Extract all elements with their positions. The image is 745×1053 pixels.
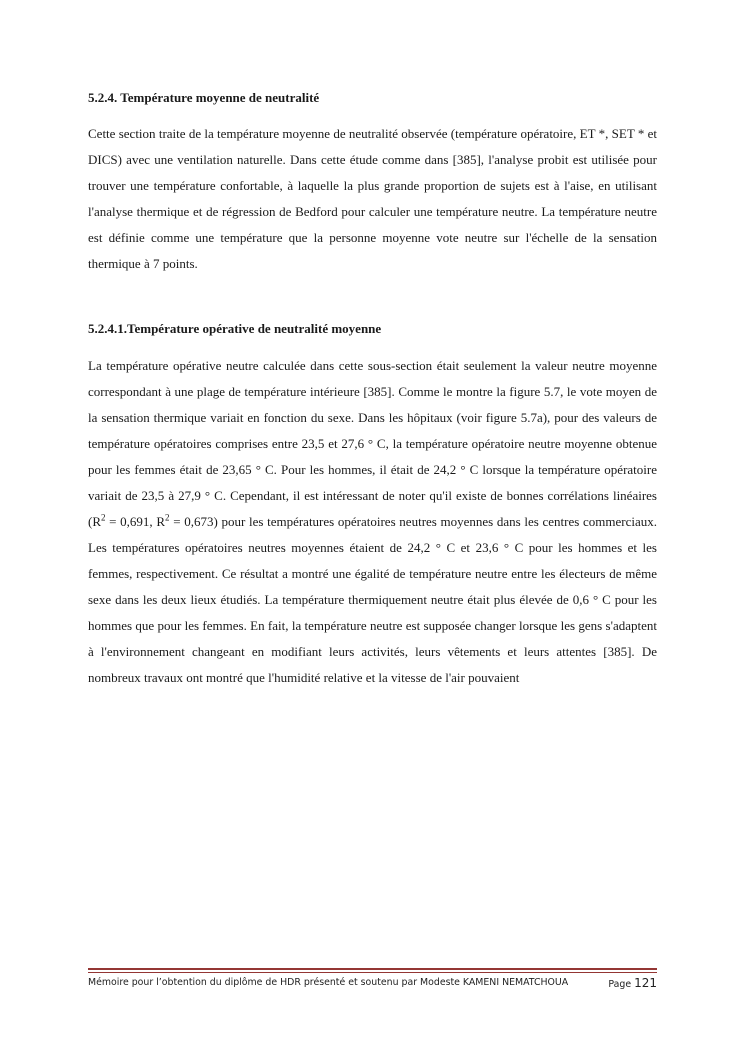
page-label: Page	[608, 979, 632, 990]
footer-rule-thin	[88, 972, 657, 973]
section-heading: 5.2.4. Température moyenne de neutralité	[88, 90, 320, 105]
page-indicator	[608, 976, 657, 990]
footer-rule-thick	[88, 968, 657, 970]
paragraph-text: = 0,673) pour les températures opératoires neutres moyennes dans les centres commerciaux. Les températures opératoires neutres moyennes étaient de 24,2 ° C et 23,6 ° C pour les hommes et les femmes, respectivement. Ce résultat a montré une égalité de température neutre entre les électeurs de même sexe dans les deux lieux étudiés. La température thermiquement neutre était plus élevée de 0,6 ° C pour les hommes que pour les femmes. En fait, la température neutre est supposée changer lorsque les gens s'adaptent à l'environnement changeant en modifiant leurs activités, leurs vêtements et leurs attentes [385]. De nombreux travaux ont montré que l'humidité relative et la vitesse de l'air pouvaient	[88, 514, 657, 685]
subsection-paragraph	[88, 353, 657, 691]
superscript: 2	[165, 512, 170, 523]
section-paragraph: Cette section traite de la température moyenne de neutralité observée (température opératoire, ET *, SET * et DICS) avec une ventilation naturelle. Dans cette étude comme dans [385], l'analyse probit est utilisée pour trouver une température confortable, à laquelle la plus grande proportion de sujets est à l'aise, en utilisant l'analyse thermique et de régression de Bedford pour calculer une température neutre. La température neutre est définie comme une température que la personne moyenne vote neutre sur l'échelle de la sensation thermique à 7 points.	[88, 126, 657, 271]
superscript: 2	[101, 512, 106, 523]
page-number: 121	[634, 976, 657, 990]
paragraph-text: La température opérative neutre calculée dans cette sous-section était seulement la valeur neutre moyenne correspondant à une plage de température intérieure [385]. Comme le montre la figure 5.7, le vote moyen de la sensation thermique variait en fonction du sexe. Dans les hôpitaux (voir figure 5.7a), pour des valeurs de température opératoires comprises entre 23,5 et 27,6 ° C, la température opératoire neutre moyenne obtenue pour les femmes était de 23,65 ° C. Pour les hommes, il était de 24,2 ° C lorsque la température opératoire variait de 23,5 à 27,9 ° C. Cependant, il est intéressant de noter qu'il existe de bonnes corrélations linéaires (R	[88, 358, 657, 529]
paragraph-text: = 0,691, R	[105, 514, 166, 529]
subsection-heading: 5.2.4.1.Température opérative de neutralité moyenne	[88, 321, 382, 336]
footer-text: Mémoire pour l’obtention du diplôme de HDR présenté et soutenu par Modeste KAMENI NEMATCHOUA	[88, 977, 569, 988]
